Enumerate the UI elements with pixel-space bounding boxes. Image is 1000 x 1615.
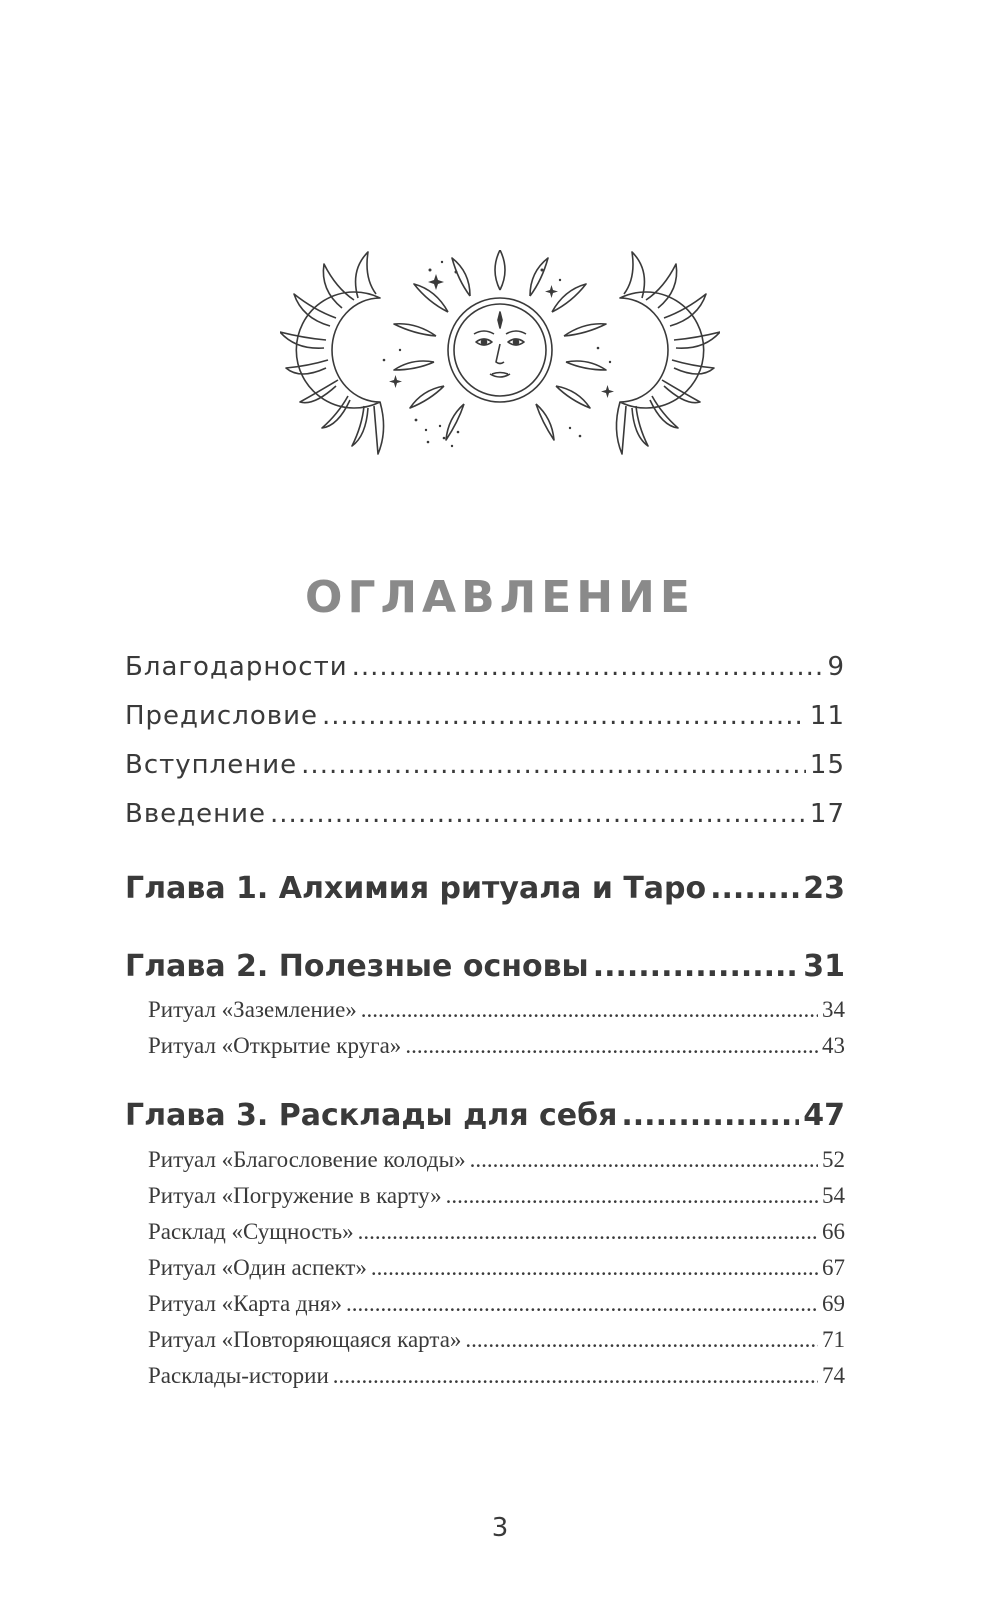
- dot-leader: [270, 799, 806, 829]
- toc-subentry-label: Ритуал «Карта дня»: [148, 1291, 343, 1316]
- toc-subentry-label: Ритуал «Один аспект»: [148, 1255, 367, 1280]
- toc-chapter-page: 31: [803, 949, 845, 984]
- dot-leader: [346, 1291, 818, 1317]
- dot-leader: [405, 1033, 818, 1059]
- page-number: 3: [491, 1513, 509, 1543]
- toc-subentry-label: Расклад «Сущность»: [148, 1219, 354, 1244]
- toc-entry-opening[interactable]: [125, 750, 845, 780]
- toc-subentry-label: Расклады-истории: [148, 1363, 329, 1388]
- dot-leader: [301, 750, 806, 780]
- dot-leader: [470, 1147, 818, 1173]
- toc-chapter-page: 47: [803, 1098, 845, 1133]
- toc-subentry-label: Ритуал «Погружение в карту»: [148, 1183, 442, 1208]
- toc-subentry-label: Ритуал «Заземление»: [148, 997, 357, 1022]
- toc-subentry[interactable]: [148, 1033, 845, 1059]
- toc-subentry-page: 67: [822, 1255, 845, 1280]
- dot-leader: [446, 1183, 818, 1209]
- toc-title: ОГЛАВЛЕНИЕ: [305, 572, 695, 623]
- dot-leader: [371, 1255, 818, 1281]
- toc-entry-label: Введение: [125, 799, 267, 829]
- toc-subentry[interactable]: [148, 997, 845, 1023]
- toc-entry-page: 11: [809, 701, 845, 731]
- dot-leader: [333, 1363, 818, 1389]
- toc-chapter-page: 23: [803, 871, 845, 906]
- dot-leader: [465, 1327, 818, 1353]
- toc-subentry-label: Ритуал «Повторяющаяся карта»: [148, 1327, 462, 1352]
- toc-subentry-page: 66: [822, 1219, 845, 1244]
- toc-subentry-page: 34: [822, 997, 845, 1022]
- toc-subentry[interactable]: [148, 1183, 845, 1209]
- toc-entry-page: 17: [809, 799, 845, 829]
- toc-subentry-page: 74: [822, 1363, 845, 1388]
- dot-leader: [361, 997, 818, 1023]
- toc-subentry[interactable]: [148, 1363, 845, 1389]
- dot-leader: [621, 1098, 799, 1133]
- toc-subentry[interactable]: [148, 1147, 845, 1173]
- toc-chapter-label: Глава 2. Полезные основы: [125, 949, 589, 984]
- sun-and-crescent-moons-icon: [280, 250, 720, 460]
- toc-subentry-page: 71: [822, 1327, 845, 1352]
- toc-entry-introduction[interactable]: [125, 799, 845, 829]
- toc-subentry-page: 69: [822, 1291, 845, 1316]
- dot-leader: [352, 652, 824, 682]
- toc-entry-page: 9: [827, 652, 845, 682]
- toc-chapter-label: Глава 1. Алхимия ритуала и Таро: [125, 871, 707, 906]
- dot-leader: [322, 701, 806, 731]
- toc-subentry[interactable]: [148, 1219, 845, 1245]
- toc-chapter-label: Глава 3. Расклады для себя: [125, 1098, 618, 1133]
- toc-chapter-1[interactable]: [125, 871, 845, 906]
- toc-subentry[interactable]: [148, 1327, 845, 1353]
- toc-subentry-page: 43: [822, 1033, 845, 1058]
- toc-subentry-label: Ритуал «Открытие круга»: [148, 1033, 402, 1058]
- toc-entry-label: Вступление: [125, 750, 298, 780]
- toc-subentry-page: 52: [822, 1147, 845, 1172]
- toc-chapter-3[interactable]: [125, 1098, 845, 1133]
- toc-entry-acknowledgements[interactable]: [125, 652, 845, 682]
- toc-entry-label: Предисловие: [125, 701, 318, 731]
- toc-subentry[interactable]: [148, 1255, 845, 1281]
- toc-chapter-2[interactable]: [125, 949, 845, 984]
- toc-entry-preface[interactable]: [125, 701, 845, 731]
- toc-subentry-page: 54: [822, 1183, 845, 1208]
- toc-subentry-label: Ритуал «Благословение колоды»: [148, 1147, 466, 1172]
- dot-leader: [593, 949, 800, 984]
- toc-entry-label: Благодарности: [125, 652, 348, 682]
- dot-leader: [358, 1219, 818, 1245]
- toc-subentry[interactable]: [148, 1291, 845, 1317]
- dot-leader: [710, 871, 799, 906]
- toc-entry-page: 15: [809, 750, 845, 780]
